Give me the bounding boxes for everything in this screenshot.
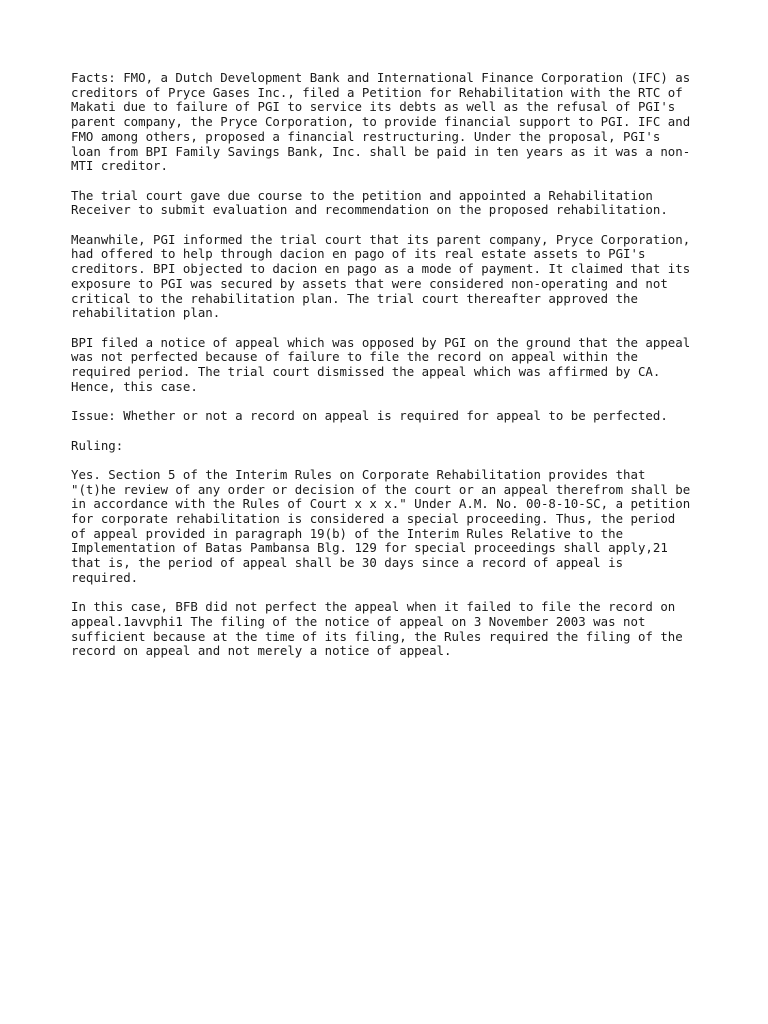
paragraph-ruling-heading: Ruling: — [71, 437, 124, 453]
paragraph-notice-of-appeal: BPI filed a notice of appeal which was opposed by PGI on the ground that the appeal was not perfected because of failure to file the record on appeal within the required period. The trial court dismissed the appeal which was affirmed by CA. Hence, this case. — [71, 334, 691, 394]
paragraph-meanwhile: Meanwhile, PGI informed the trial court that its parent company, Pryce Corporation, had offered to help through dacion en pago of its real estate assets to PGI's creditors. BPI objected to dacion en pago as a mode of payment. It claimed that its exposure to PGI was secured by assets that were considered non-operating and not critical to the rehabilitation plan. The trial court thereafter approved the rehabilitation plan. — [71, 231, 691, 321]
paragraph-ruling: Yes. Section 5 of the Interim Rules on Corporate Rehabilitation provides that "(t)he review of any order or decision of the court or an appeal therefrom shall be in accordance with the Rules of Court x x x." Under A.M. No. 00-8-10-SC, a petition for corporate rehabilitation is considered a special proceeding. Thus, the period of appeal provided in paragraph 19(b) of the Interim Rules Relative to the Implementation of Batas Pambansa Blg. 129 for special proceedings shall apply,21 that is, the period of appeal shall be 30 days since a record of appeal is required. — [71, 466, 691, 585]
document-body — [71, 71, 711, 674]
paragraph-issue: Issue: Whether or not a record on appeal is required for appeal to be perfected. — [71, 408, 668, 424]
paragraph-trial-court: The trial court gave due course to the petition and appointed a Rehabilitation Receiver to submit evaluation and recommendation on the proposed rehabilitation. — [71, 187, 668, 218]
paragraph-conclusion: In this case, BFB did not perfect the appeal when it failed to file the record on appeal.1avvphi1 The filing of the notice of appeal on 3 November 2003 was not sufficient because at the time of its filing, the Rules required the filing of the record on appeal and not merely a notice of appeal. — [71, 599, 683, 659]
paragraph-facts: Facts: FMO, a Dutch Development Bank and International Finance Corporation (IFC) as creditors of Pryce Gases Inc., filed a Petition for Rehabilitation with the RTC of Makati due to failure of PGI to service its debts as well as the refusal of PGI's parent company, the Pryce Corporation, to provide financial support to PGI. IFC and FMO among others, proposed a financial restructuring. Under the proposal, PGI's loan from BPI Family Savings Bank, Inc. shall be paid in ten years as it was a non- MTI creditor. — [71, 70, 691, 174]
